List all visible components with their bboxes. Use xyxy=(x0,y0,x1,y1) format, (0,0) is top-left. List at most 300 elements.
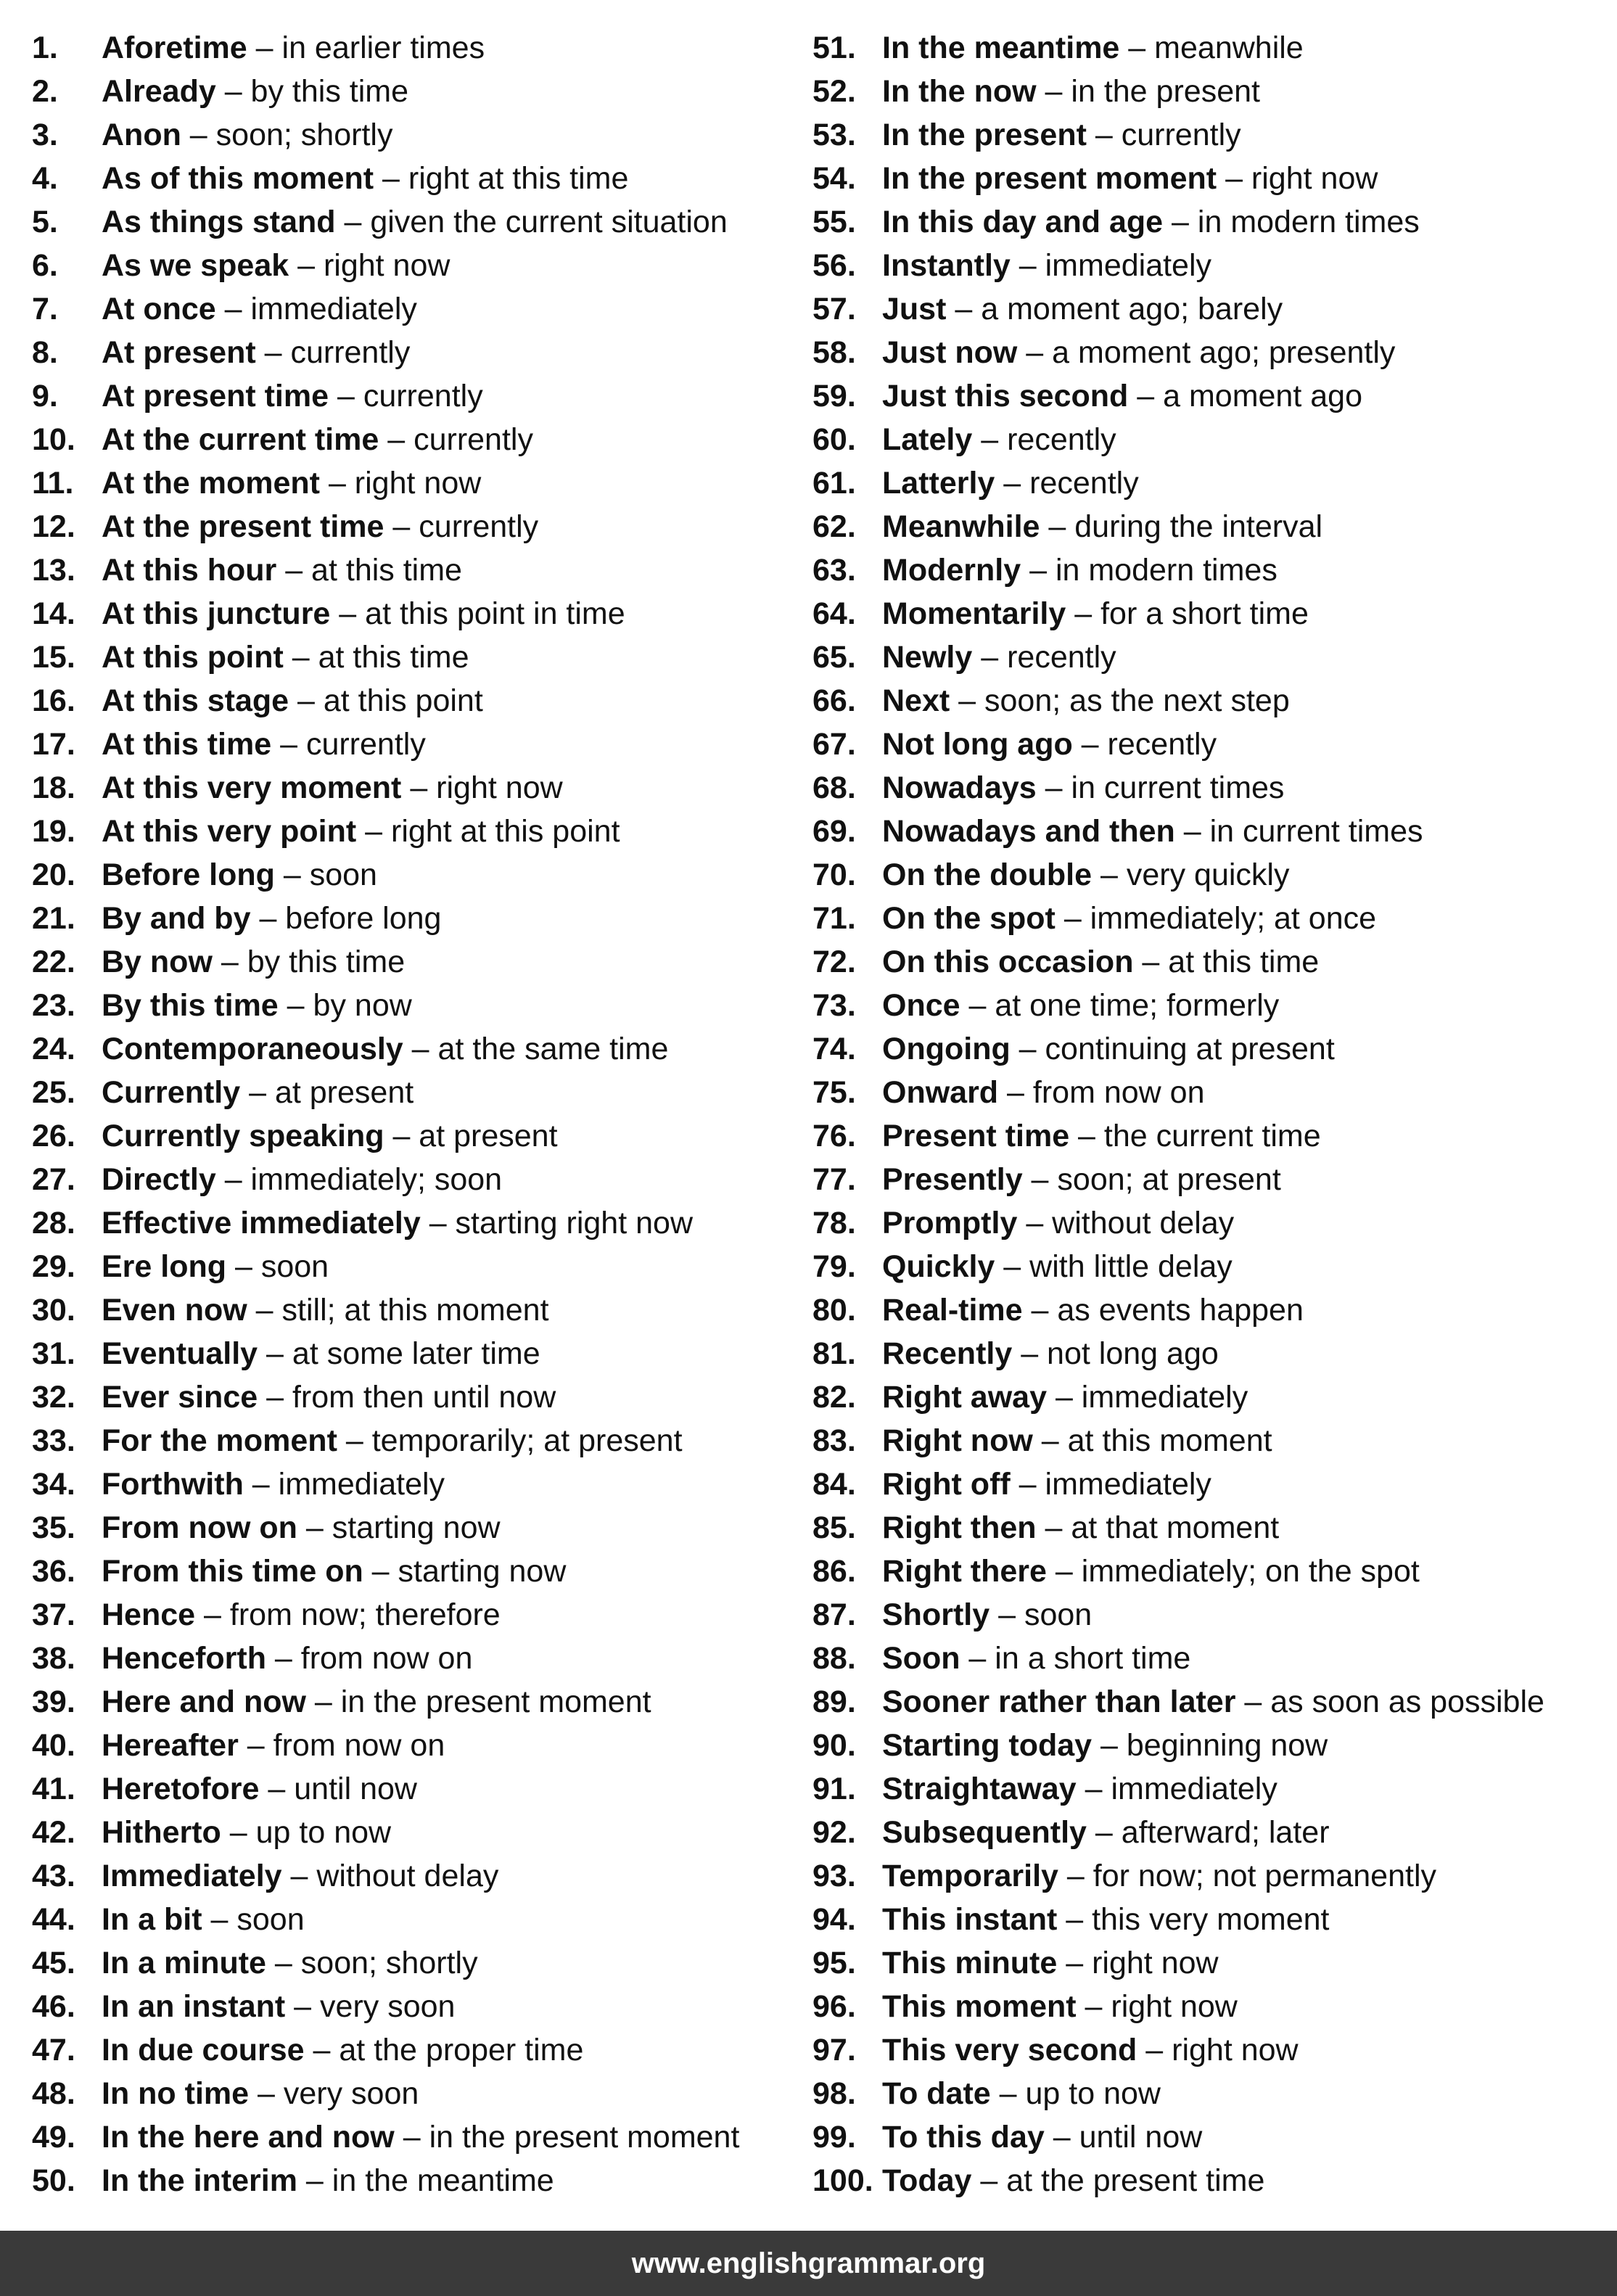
list-item xyxy=(812,548,1610,592)
item-definition: – right now xyxy=(1137,2033,1299,2067)
item-number: 78. xyxy=(812,1206,856,1240)
item-number: 18. xyxy=(32,770,75,805)
item-term: Soon xyxy=(882,1641,960,1676)
list-item xyxy=(32,374,779,418)
item-definition: – for now; not permanently xyxy=(1058,1859,1437,1893)
item-definition: – immediately; on the spot xyxy=(1046,1554,1420,1589)
list-item xyxy=(32,1985,779,2028)
list-item xyxy=(32,1071,779,1114)
item-definition: – currently xyxy=(329,379,483,413)
item-definition: – continuing at present xyxy=(1010,1032,1335,1066)
item-definition: – not long ago xyxy=(1012,1336,1219,1371)
list-item xyxy=(32,940,779,984)
list-item xyxy=(32,461,779,505)
item-definition: – right now xyxy=(320,466,482,501)
item-definition: – currently xyxy=(1086,118,1241,152)
item-term: Here and now xyxy=(102,1684,306,1719)
item-definition: – recently xyxy=(972,640,1116,675)
item-term: Right away xyxy=(882,1380,1047,1415)
list-item xyxy=(32,1637,779,1680)
list-item xyxy=(32,244,779,287)
item-term: Currently speaking xyxy=(102,1119,384,1153)
item-definition: – in the present moment xyxy=(394,2120,740,2155)
list-item xyxy=(812,1898,1610,1941)
item-definition: – a moment ago; barely xyxy=(946,292,1283,326)
item-number: 70. xyxy=(812,857,856,892)
item-definition: – at this moment xyxy=(1032,1423,1272,1458)
item-number: 86. xyxy=(812,1554,856,1589)
item-number: 14. xyxy=(32,596,75,631)
item-definition: – immediately xyxy=(1010,248,1212,283)
item-term: Contemporaneously xyxy=(102,1032,403,1066)
list-item xyxy=(812,461,1610,505)
item-definition: – right at this time xyxy=(374,161,629,196)
item-number: 29. xyxy=(32,1249,75,1284)
item-definition: – immediately xyxy=(1010,1467,1211,1502)
item-term: At this very point xyxy=(102,814,357,849)
item-number: 83. xyxy=(812,1423,856,1458)
list-item xyxy=(32,723,779,766)
item-term: This very second xyxy=(882,2033,1137,2067)
item-term: For the moment xyxy=(102,1423,337,1458)
list-item xyxy=(812,723,1610,766)
item-term: Instantly xyxy=(882,248,1011,283)
item-term: Before long xyxy=(102,857,275,892)
item-number: 52. xyxy=(812,74,856,109)
item-number: 10. xyxy=(32,422,75,457)
list-item xyxy=(32,1767,779,1811)
item-definition: – this very moment xyxy=(1057,1902,1330,1937)
item-term: In an instant xyxy=(102,1989,286,2024)
list-item xyxy=(812,200,1610,244)
list-item xyxy=(812,1332,1610,1375)
item-number: 47. xyxy=(32,2033,75,2067)
item-number: 76. xyxy=(812,1119,856,1153)
item-number: 85. xyxy=(812,1510,856,1545)
list-item xyxy=(812,374,1610,418)
item-definition: – at some later time xyxy=(258,1336,540,1371)
item-number: 55. xyxy=(812,205,856,239)
list-item xyxy=(812,1027,1610,1071)
item-number: 3. xyxy=(32,118,58,152)
list-item xyxy=(812,679,1610,723)
item-term: Ever since xyxy=(102,1380,258,1415)
item-definition: – in current times xyxy=(1174,814,1423,849)
list-item xyxy=(812,1201,1610,1245)
item-definition: – right now xyxy=(1076,1989,1238,2024)
item-number: 32. xyxy=(32,1380,75,1415)
list-item xyxy=(812,984,1610,1027)
item-number: 93. xyxy=(812,1859,856,1893)
item-term: In no time xyxy=(102,2076,250,2111)
item-number: 44. xyxy=(32,1902,75,1937)
item-term: Right there xyxy=(882,1554,1047,1589)
list-item xyxy=(32,505,779,548)
item-term: In the present xyxy=(882,118,1087,152)
item-term: Present time xyxy=(882,1119,1070,1153)
item-term: Presently xyxy=(882,1162,1023,1197)
list-item xyxy=(32,766,779,810)
item-term: Once xyxy=(882,988,960,1023)
item-number: 100. xyxy=(812,2163,873,2198)
item-number: 35. xyxy=(32,1510,75,1545)
list-item xyxy=(812,592,1610,635)
item-definition: – a moment ago; presently xyxy=(1017,335,1396,370)
list-item xyxy=(812,1637,1610,1680)
list-item xyxy=(32,1854,779,1898)
item-number: 94. xyxy=(812,1902,856,1937)
item-term: Anon xyxy=(102,118,181,152)
list-item xyxy=(812,1375,1610,1419)
item-definition: – soon xyxy=(202,1902,305,1937)
item-term: Forthwith xyxy=(102,1467,244,1502)
item-term: Modernly xyxy=(882,553,1021,588)
item-number: 82. xyxy=(812,1380,856,1415)
item-definition: – as soon as possible xyxy=(1235,1684,1544,1719)
item-definition: – soon; shortly xyxy=(266,1946,478,1980)
item-definition: – at that moment xyxy=(1036,1510,1280,1545)
item-definition: – soon xyxy=(274,857,377,892)
item-definition: – afterward; later xyxy=(1086,1815,1330,1850)
item-term: By this time xyxy=(102,988,279,1023)
item-number: 34. xyxy=(32,1467,75,1502)
list-item xyxy=(32,70,779,113)
item-term: At once xyxy=(102,292,216,326)
item-term: At this time xyxy=(102,727,272,762)
item-number: 2. xyxy=(32,74,58,109)
item-definition: – immediately xyxy=(215,292,417,326)
item-definition: – right now xyxy=(289,248,450,283)
list-item xyxy=(32,897,779,940)
item-definition: – by this time xyxy=(215,74,409,109)
item-term: Just now xyxy=(882,335,1018,370)
item-term: At present time xyxy=(102,379,329,413)
item-number: 97. xyxy=(812,2033,856,2067)
item-term: From this time on xyxy=(102,1554,363,1589)
item-term: To this day xyxy=(882,2120,1045,2155)
list-item xyxy=(32,1811,779,1854)
item-number: 22. xyxy=(32,945,75,979)
item-term: Meanwhile xyxy=(882,509,1040,544)
item-definition: – currently xyxy=(379,422,533,457)
item-number: 77. xyxy=(812,1162,856,1197)
item-number: 36. xyxy=(32,1554,75,1589)
item-term: On this occasion xyxy=(882,945,1134,979)
item-term: Already xyxy=(102,74,216,109)
item-term: At the moment xyxy=(102,466,320,501)
item-definition: – as events happen xyxy=(1022,1293,1304,1328)
item-number: 30. xyxy=(32,1293,75,1328)
item-definition: – soon xyxy=(989,1597,1093,1632)
list-item xyxy=(32,1419,779,1462)
item-number: 59. xyxy=(812,379,856,413)
item-term: Henceforth xyxy=(102,1641,266,1676)
item-number: 42. xyxy=(32,1815,75,1850)
item-term: Real-time xyxy=(882,1293,1023,1328)
item-number: 8. xyxy=(32,335,58,370)
list-item xyxy=(32,2115,779,2159)
item-term: Directly xyxy=(102,1162,216,1197)
item-term: This instant xyxy=(882,1902,1058,1937)
list-item xyxy=(32,1680,779,1724)
item-number: 56. xyxy=(812,248,856,283)
item-term: Nowadays and then xyxy=(882,814,1175,849)
list-item xyxy=(32,592,779,635)
item-term: At the present time xyxy=(102,509,384,544)
list-item xyxy=(32,157,779,200)
item-definition: – temporarily; at present xyxy=(337,1423,683,1458)
list-item xyxy=(812,1593,1610,1637)
item-term: Temporarily xyxy=(882,1859,1058,1893)
item-term: Right now xyxy=(882,1423,1033,1458)
item-number: 63. xyxy=(812,553,856,588)
list-item xyxy=(32,287,779,331)
item-term: Ere long xyxy=(102,1249,227,1284)
item-definition: – by this time xyxy=(212,945,406,979)
item-number: 27. xyxy=(32,1162,75,1197)
item-definition: – from then until now xyxy=(258,1380,556,1415)
item-definition: – soon; shortly xyxy=(181,118,393,152)
item-number: 21. xyxy=(32,901,75,936)
item-number: 49. xyxy=(32,2120,75,2155)
item-term: Nowadays xyxy=(882,770,1037,805)
item-definition: – from now on xyxy=(238,1728,445,1763)
list-item xyxy=(32,548,779,592)
item-number: 53. xyxy=(812,118,856,152)
list-item xyxy=(32,635,779,679)
list-item xyxy=(32,331,779,374)
item-term: On the spot xyxy=(882,901,1056,936)
item-definition: – up to now xyxy=(990,2076,1161,2111)
item-definition: – immediately xyxy=(1076,1772,1277,1806)
item-number: 43. xyxy=(32,1859,75,1893)
item-term: In due course xyxy=(102,2033,305,2067)
item-definition: – in the present moment xyxy=(305,1684,651,1719)
item-definition: – recently xyxy=(1072,727,1217,762)
item-term: At this juncture xyxy=(102,596,331,631)
list-item xyxy=(812,766,1610,810)
list-item xyxy=(812,70,1610,113)
item-term: At this very moment xyxy=(102,770,402,805)
item-number: 25. xyxy=(32,1075,75,1110)
item-definition: – at one time; formerly xyxy=(960,988,1280,1023)
item-number: 64. xyxy=(812,596,856,631)
item-number: 38. xyxy=(32,1641,75,1676)
item-number: 41. xyxy=(32,1772,75,1806)
item-number: 17. xyxy=(32,727,75,762)
list-item xyxy=(32,1462,779,1506)
item-definition: – right now xyxy=(1057,1946,1219,1980)
item-definition: – in modern times xyxy=(1021,553,1277,588)
item-number: 28. xyxy=(32,1206,75,1240)
list-item xyxy=(812,2159,1610,2202)
item-term: At this point xyxy=(102,640,284,675)
list-item xyxy=(812,2072,1610,2115)
item-definition: – with little delay xyxy=(995,1249,1233,1284)
list-item xyxy=(812,1985,1610,2028)
item-definition: – soon; at present xyxy=(1022,1162,1281,1197)
item-definition: – starting now xyxy=(297,1510,501,1545)
list-item xyxy=(812,1288,1610,1332)
item-definition: – at the present time xyxy=(971,2163,1265,2198)
item-definition: – starting right now xyxy=(420,1206,693,1240)
item-number: 23. xyxy=(32,988,75,1023)
item-number: 90. xyxy=(812,1728,856,1763)
item-term: In the here and now xyxy=(102,2120,395,2155)
item-definition: – at this time xyxy=(283,640,469,675)
item-number: 48. xyxy=(32,2076,75,2111)
item-term: Latterly xyxy=(882,466,995,501)
item-number: 7. xyxy=(32,292,58,326)
item-definition: – for a short time xyxy=(1066,596,1309,631)
list-item xyxy=(812,940,1610,984)
item-number: 5. xyxy=(32,205,58,239)
item-definition: – right at this point xyxy=(356,814,620,849)
item-term: At this hour xyxy=(102,553,277,588)
item-number: 80. xyxy=(812,1293,856,1328)
item-number: 24. xyxy=(32,1032,75,1066)
item-definition: – by now xyxy=(278,988,412,1023)
item-definition: – at the proper time xyxy=(304,2033,584,2067)
item-definition: – until now xyxy=(1044,2120,1203,2155)
list-item xyxy=(812,2028,1610,2072)
list-item xyxy=(32,26,779,70)
item-number: 75. xyxy=(812,1075,856,1110)
item-definition: – at this time xyxy=(276,553,462,588)
item-definition: – given the current situation xyxy=(335,205,728,239)
item-definition: – without delay xyxy=(281,1859,499,1893)
list-item xyxy=(812,897,1610,940)
item-number: 98. xyxy=(812,2076,856,2111)
item-definition: – currently xyxy=(384,509,539,544)
item-definition: – in modern times xyxy=(1163,205,1420,239)
item-number: 11. xyxy=(32,466,74,501)
list-item xyxy=(812,1724,1610,1767)
item-definition: – in current times xyxy=(1036,770,1285,805)
item-term: Onward xyxy=(882,1075,999,1110)
item-definition: – currently xyxy=(271,727,426,762)
item-number: 19. xyxy=(32,814,75,849)
item-term: Next xyxy=(882,683,950,718)
item-term: Currently xyxy=(102,1075,241,1110)
item-term: Not long ago xyxy=(882,727,1073,762)
list-item xyxy=(32,1332,779,1375)
item-number: 45. xyxy=(32,1946,75,1980)
right-column xyxy=(812,26,1610,2202)
item-definition: – immediately xyxy=(1047,1380,1248,1415)
item-definition: – very soon xyxy=(285,1989,456,2024)
item-definition: – recently xyxy=(995,466,1139,501)
item-definition: – immediately; soon xyxy=(215,1162,503,1197)
item-term: In the meantime xyxy=(882,30,1120,65)
item-definition: – meanwhile xyxy=(1119,30,1304,65)
item-number: 40. xyxy=(32,1728,75,1763)
item-definition: – immediately; at once xyxy=(1055,901,1377,936)
item-term: As we speak xyxy=(102,248,289,283)
item-number: 1. xyxy=(32,30,58,65)
list-item xyxy=(812,1941,1610,1985)
list-item xyxy=(32,1027,779,1071)
item-term: Newly xyxy=(882,640,973,675)
item-definition: – at this point xyxy=(289,683,483,718)
list-item xyxy=(812,1811,1610,1854)
list-item xyxy=(812,1071,1610,1114)
list-item xyxy=(812,1506,1610,1550)
item-number: 58. xyxy=(812,335,856,370)
item-number: 67. xyxy=(812,727,856,762)
list-item xyxy=(812,635,1610,679)
item-definition: – during the interval xyxy=(1040,509,1323,544)
item-definition: – right now xyxy=(401,770,563,805)
item-number: 31. xyxy=(32,1336,75,1371)
list-item xyxy=(32,1114,779,1158)
item-definition: – soon; as the next step xyxy=(950,683,1290,718)
item-term: At the current time xyxy=(102,422,379,457)
item-term: In a minute xyxy=(102,1946,266,1980)
list-item xyxy=(32,113,779,157)
list-item xyxy=(812,505,1610,548)
item-term: By now xyxy=(102,945,213,979)
item-number: 68. xyxy=(812,770,856,805)
item-term: Hitherto xyxy=(102,1815,221,1850)
item-term: Starting today xyxy=(882,1728,1093,1763)
list-item xyxy=(812,1245,1610,1288)
item-definition: – still; at this moment xyxy=(247,1293,549,1328)
list-item xyxy=(32,2072,779,2115)
item-term: Just xyxy=(882,292,947,326)
item-number: 91. xyxy=(812,1772,856,1806)
item-number: 92. xyxy=(812,1815,856,1850)
item-definition: – at present xyxy=(240,1075,414,1110)
item-term: Hereafter xyxy=(102,1728,239,1763)
item-term: Promptly xyxy=(882,1206,1018,1240)
list-item xyxy=(32,984,779,1027)
item-definition: – from now on xyxy=(998,1075,1205,1110)
list-item xyxy=(812,1158,1610,1201)
item-term: To date xyxy=(882,2076,991,2111)
item-definition: – in the present xyxy=(1036,74,1260,109)
item-definition: – from now; therefore xyxy=(195,1597,501,1632)
item-definition: – before long xyxy=(250,901,442,936)
list-item xyxy=(812,1462,1610,1506)
item-definition: – up to now xyxy=(221,1815,392,1850)
item-number: 96. xyxy=(812,1989,856,2024)
list-item xyxy=(32,1941,779,1985)
item-definition: – in a short time xyxy=(960,1641,1191,1676)
item-term: Lately xyxy=(882,422,973,457)
list-item xyxy=(32,1245,779,1288)
item-definition: – in earlier times xyxy=(247,30,485,65)
item-term: Today xyxy=(882,2163,972,2198)
item-term: At present xyxy=(102,335,256,370)
list-item xyxy=(812,26,1610,70)
item-term: Momentarily xyxy=(882,596,1066,631)
item-number: 37. xyxy=(32,1597,75,1632)
item-term: As of this moment xyxy=(102,161,374,196)
list-item xyxy=(32,1506,779,1550)
list-item xyxy=(812,331,1610,374)
item-definition: – at the same time xyxy=(403,1032,669,1066)
item-term: Even now xyxy=(102,1293,247,1328)
website-url[interactable]: www.englishgrammar.org xyxy=(631,2247,986,2279)
item-number: 95. xyxy=(812,1946,856,1980)
list-item xyxy=(812,853,1610,897)
item-term: Hence xyxy=(102,1597,196,1632)
item-term: On the double xyxy=(882,857,1093,892)
item-term: In the now xyxy=(882,74,1037,109)
item-term: In a bit xyxy=(102,1902,202,1937)
list-item xyxy=(812,1419,1610,1462)
